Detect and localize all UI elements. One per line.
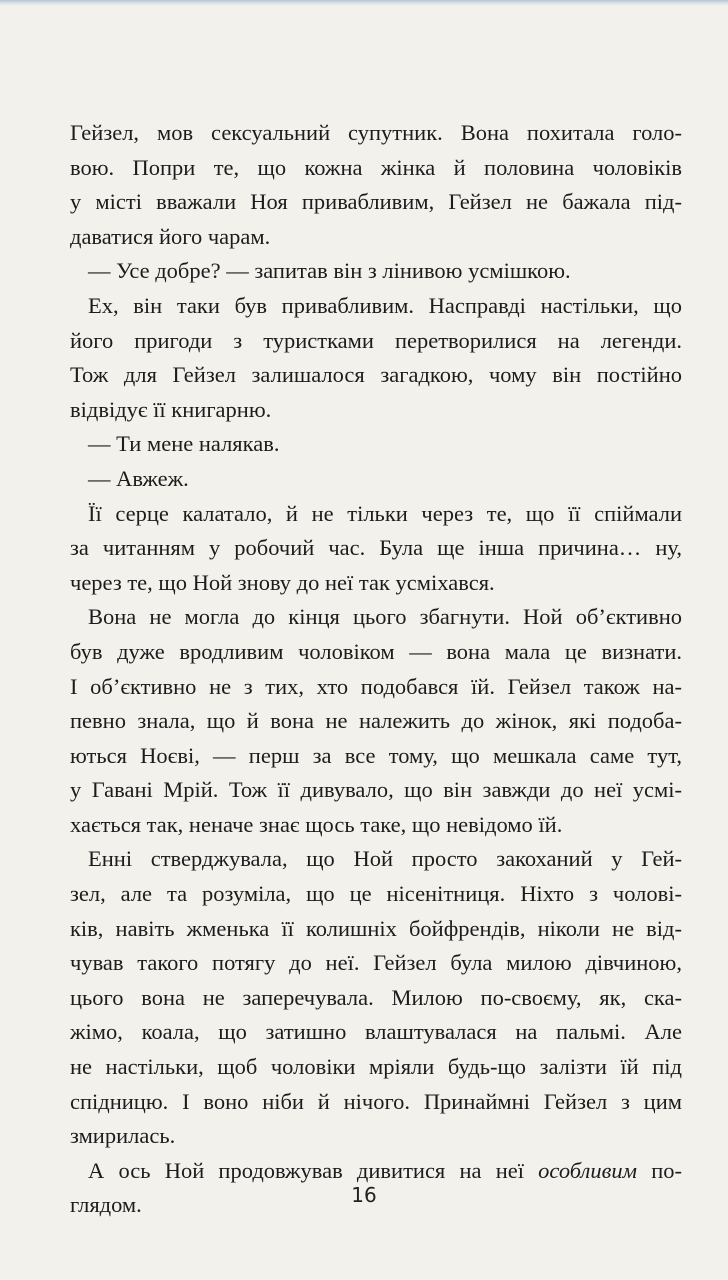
text-line: за читанням у робочий час. Була ще інша причина… ну, — [70, 535, 682, 561]
text-line: — Усе добре? — запитав він з лінивою усмішкою. — [88, 258, 571, 284]
text-line: був дуже вродливим чоловіком — вона мала це визнати. — [70, 638, 682, 664]
text-line: — Ти мене налякав. — [88, 431, 280, 457]
text-line: вою. Попри те, що кожна жінка й половина чоловіків — [70, 154, 682, 180]
text-line: Гейзел, мов сексуальний супутник. Вона похитала голо- — [70, 120, 682, 145]
text-line: глядом. — [70, 1192, 142, 1218]
italic-word: особливим — [538, 1157, 637, 1183]
text-line: Вона не могла до кінця цього збагнути. Ной об’єктивно — [88, 604, 682, 630]
text-line: цього вона не заперечувала. Милою по-своєму, як, ска- — [70, 984, 682, 1010]
text-line: у Гавані Мрій. Тож її дивувало, що він завжди до неї усмі- — [70, 777, 682, 803]
text-line: Тож для Гейзел залишалося загадкою, чому він постійно — [70, 362, 682, 388]
text-line: І об’єктивно не з тих, хто подобався їй. Гейзел також на- — [70, 673, 682, 699]
text-line: даватися його чарам. — [70, 223, 271, 249]
text-line: жімо, коала, що затишно влаштувалася на пальмі. Але — [70, 1019, 682, 1045]
text-line: хається так, неначе знає щось таке, що невідомо їй. — [70, 811, 563, 837]
text-line: змирилась. — [70, 1123, 176, 1149]
text-line: у місті вважали Ноя привабливим, Гейзел не бажала під- — [70, 189, 682, 215]
text-line: певно знала, що й вона не належить до жінок, які подоба- — [70, 708, 682, 734]
text-line: ються Ноєві, — перш за все тому, що мешкала саме тут, — [70, 742, 682, 768]
page-number: 16 — [351, 1183, 377, 1207]
text-fragment: А ось Ной продовжував дивитися на неї — [88, 1157, 539, 1183]
text-line: зел, але та розуміла, що це нісенітниця. Ніхто з чолові- — [70, 881, 682, 907]
text-line: Її серце калатало, й не тільки через те, що її спіймали — [88, 500, 682, 526]
page-top-edge — [0, 0, 728, 6]
text-line: його пригоди з туристками перетворилися на легенди. — [70, 327, 682, 353]
text-line: — Авжеж. — [88, 465, 189, 491]
text-line: Енні стверджувала, що Ной просто закоханий у Гей- — [88, 846, 682, 872]
text-line: спідницю. І воно ніби й нічого. Принаймні Гейзел з цим — [70, 1088, 682, 1114]
text-line: чував такого потягу до неї. Гейзел була милою дівчиною, — [70, 950, 682, 976]
book-page-text — [70, 116, 682, 1223]
text-line: відвідує її книгарню. — [70, 396, 272, 422]
text-line: ків, навіть жменька її колишніх бойфрендів, ніколи не від- — [70, 915, 682, 941]
text-line: не настільки, щоб чоловіки мріяли будь-що залізти їй під — [70, 1054, 682, 1080]
text-line: через те, що Ной знову до неї так усміхався. — [70, 569, 495, 595]
text-fragment: по- — [637, 1157, 682, 1183]
text-line: Ех, він таки був привабливим. Насправді настільки, що — [88, 292, 682, 318]
